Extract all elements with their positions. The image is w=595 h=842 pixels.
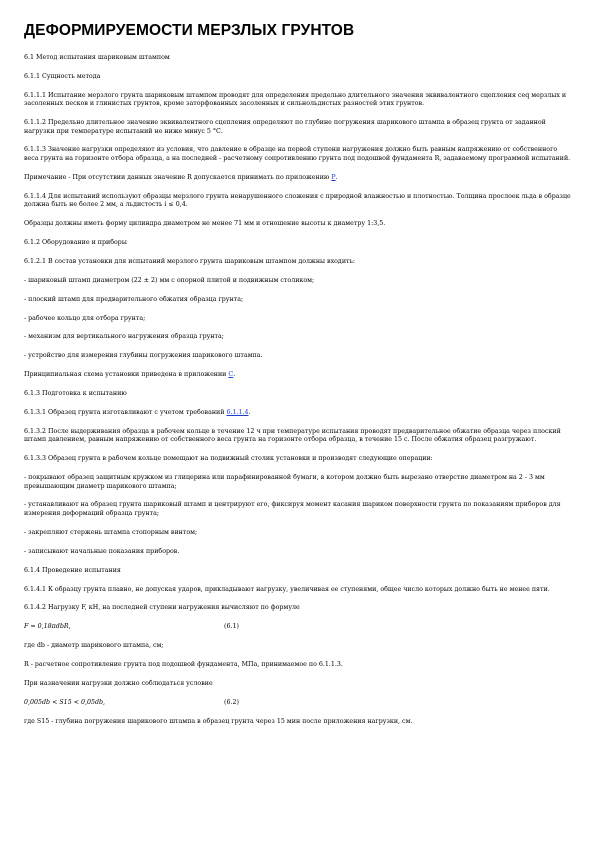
- scheme-text: Принципиальная схема установки приведена в приложении: [24, 371, 229, 379]
- paragraph: 6.1.4.2 Нагрузку F, кН, на последней ступени нагружения вычисляют по формуле: [24, 604, 300, 612]
- formula-expression: F = 0,18πdbR,: [24, 623, 71, 631]
- paragraph: 6.1.1.3 Значение нагрузки определяют из условия, что давление в образце на первой ступени нагружения должно быть равным напряжению от собственного веса грунта на горизонте отбора образца, а на последней - расчетному сопротивлению грунта под подошвой фундамента R, задаваемому программой испытаний.: [24, 146, 571, 162]
- formula-number: (6.1): [224, 623, 239, 631]
- p631-end: .: [248, 409, 251, 417]
- note-text: Примечание - При отсутствии данных значение R допускается принимать по приложению: [24, 173, 332, 181]
- list-item: - шариковый штамп диаметром (22 ± 2) мм с опорной плитой и подвижным столиком;: [24, 276, 315, 284]
- paragraph: 6.1.1.4 Для испытаний используют образцы мерзлого грунта ненарушенного сложения с природной влажностью и плотностью. Толщина прослоек льда в образце должна быть не более 2 мм, а льдистость i ≤ 0,4.: [24, 192, 571, 209]
- list-item: - устанавливают на образец грунта шариковый штамп и центрируют его, фиксируя момент касания шариком поверхности грунта по показаниям приборов для измерения деформаций образца грунта;: [24, 501, 561, 517]
- subsection-heading: 6.1.2 Оборудование и приборы: [24, 238, 127, 246]
- list-item: - плоский штамп для предварительного обжатия образца грунта;: [24, 295, 244, 303]
- list-item: - покрывают образец защитным кружком из глицерина или парафинированной бумаги, в котором должно быть вырезано отверстие диаметром на 2 - 3 мм превышающим диаметр шарикового штампа;: [24, 474, 545, 490]
- note-end: .: [335, 173, 338, 181]
- appendix-c-link[interactable]: С: [228, 371, 234, 379]
- note-paragraph: [24, 174, 571, 182]
- list-item: - рабочее кольцо для отбора грунта;: [24, 314, 146, 322]
- list-item: - механизм для вертикального нагружения образца грунта;: [24, 333, 224, 341]
- paragraph: [24, 661, 571, 669]
- paragraph: 6.1.3.2 После выдерживания образца в рабочем кольце в течение 12 ч при температуре испытания проводят предварительное обжатие образца через плоский штамп давлением, равным напряжению от собственного веса грунта на горизонте отбора образца, в течение 15 с. После обжатия образец разгружают.: [24, 427, 561, 444]
- paragraph: 6.1.2.1 В состав установки для испытаний мерзлого грунта шариковым штампом должны входить:: [24, 257, 356, 265]
- formula-6-1: [24, 623, 571, 631]
- formula-number: (6.2): [224, 698, 239, 706]
- subsection-heading: 6.1.3 Подготовка к испытанию: [24, 390, 127, 398]
- formula-expression: 0,005db < S15 < 0,05db,: [24, 698, 106, 706]
- ref-6114-link[interactable]: 6.1.1.4: [226, 409, 249, 417]
- section-heading: 6.1 Метод испытания шариковым штампом: [24, 54, 170, 61]
- subsection-heading: 6.1.4 Проведение испытания: [24, 566, 121, 574]
- list-item: - записывают начальные показания приборов.: [24, 547, 180, 555]
- paragraph: где db - диаметр шарикового штампа, см;: [24, 642, 164, 650]
- paragraph: 6.1.3.3 Образец грунта в рабочем кольце помещают на подвижный столик установки и производят следующие операции:: [24, 455, 433, 463]
- paragraph: Образцы должны иметь форму цилиндра диаметром не менее 71 мм и отношение высоты к диаметру 1:3,5.: [24, 219, 386, 227]
- paragraph: 6.1.1.1 Испытание мерзлого грунта шариковым штампом проводят для определения предельно длительного значения эквивалентного сцепления сеq мерзлых и засоленных песков и глинистых грунтов, кроме заторфованных засоленных и сильнольдистых разностей этих грунтов.: [24, 91, 567, 108]
- r-definition-text: R - расчетное сопротивление грунта под подошвой фундамента, МПа, принимаемое по 6.1.1.3.: [24, 661, 343, 669]
- page-title: ДЕФОРМИРУЕМОСТИ МЕРЗЛЫХ ГРУНТОВ: [24, 22, 355, 39]
- appendix-r-link[interactable]: Р: [331, 173, 336, 181]
- list-item: - закрепляют стержень штампа стопорным винтом;: [24, 528, 198, 536]
- scheme-end: .: [233, 371, 236, 379]
- p631-text: 6.1.3.1 Образец грунта изготавливают с учетом требований: [24, 409, 227, 417]
- formula-6-2: [24, 699, 571, 707]
- list-item: - устройство для измерения глубины погружения шарикового штампа.: [24, 352, 263, 360]
- scheme-paragraph: [24, 371, 571, 379]
- paragraph: 6.1.1.2 Предельно длительное значение эквивалентного сцепления определяют по глубине погружения шарикового штампа в образец грунта от заданной нагрузки при температуре испытаний не ниже минус 5 °С.: [24, 119, 546, 135]
- paragraph: [24, 409, 571, 417]
- subsection-heading: 6.1.1 Сущность метода: [24, 72, 101, 80]
- paragraph: При назначении нагрузки должно соблюдаться условие: [24, 680, 213, 688]
- paragraph: 6.1.4.1 К образцу грунта плавно, не допуская ударов, прикладывают нагрузку, увеличивая ее ступенями, общее число которых должно быть не менее пяти.: [24, 585, 550, 593]
- paragraph: где S15 - глубина погружения шарикового штампа в образец грунта через 15 мин после приложения нагрузки, см.: [24, 717, 413, 725]
